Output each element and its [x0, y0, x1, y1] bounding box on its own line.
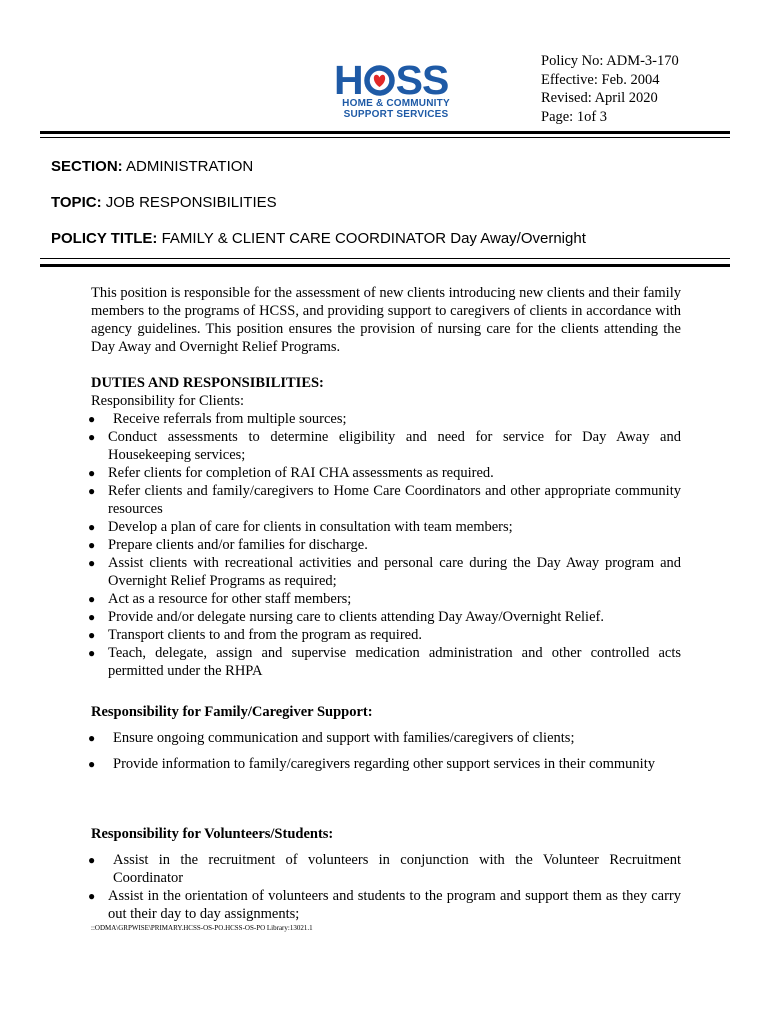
list-item: ● Assist clients with recreational activities and personal care during the Day Away program and Overnight Relief Programs as required; — [88, 555, 681, 589]
list-item: ● Transport clients to and from the program as required. — [88, 627, 422, 643]
policy-title-value: FAMILY & CLIENT CARE COORDINATOR Day Away/Overnight — [161, 230, 586, 247]
bullet-icon: ● — [88, 731, 96, 745]
intro-paragraph: This position is responsible for the assessment of new clients introducing new clients and their family members to the programs of HCSS, and providing support to caregivers of clients in accordance with agency guidelines. This position ensures the provision of nursing care for the clients attending the Day Away and Overnight Relief Programs. — [91, 285, 681, 355]
policy-effective: Effective: Feb. 2004 — [541, 71, 660, 88]
section-value: ADMINISTRATION — [126, 158, 254, 175]
bullet-icon: ● — [88, 592, 96, 606]
bullet-icon: ● — [88, 484, 96, 498]
list-item: ● Assist in the recruitment of volunteers in conjunction with the Volunteer Recruitment Coordinator — [88, 852, 681, 886]
bullet-icon: ● — [88, 412, 96, 426]
section-label: SECTION: — [51, 158, 123, 175]
policy-page: Page: 1of 3 — [541, 108, 608, 125]
topic-value: JOB RESPONSIBILITIES — [105, 194, 277, 211]
duties-heading: DUTIES AND RESPONSIBILITIES: — [91, 375, 324, 391]
list-item: ● Assist in the orientation of volunteers and students to the program and support them as they carry out their day to day assignments; — [88, 888, 681, 922]
list-item: ● Prepare clients and/or families for discharge. — [88, 537, 368, 553]
heart-icon — [364, 65, 395, 96]
clients-list — [88, 410, 681, 680]
list-item: ● Ensure ongoing communication and support with families/caregivers of clients; — [88, 730, 575, 746]
volunteers-list — [88, 851, 681, 923]
bullet-icon: ● — [88, 466, 96, 480]
bullet-icon: ● — [88, 646, 96, 660]
list-item: ● Refer clients and family/caregivers to Home Care Coordinators and other appropriate community resources — [88, 483, 681, 517]
bullet-icon: ● — [88, 430, 96, 444]
section-line — [51, 158, 253, 175]
logo-wordmark — [334, 57, 464, 103]
bullet-icon: ● — [88, 853, 96, 867]
logo-line-2: SUPPORT SERVICES — [343, 109, 449, 120]
logo-letter-h: H — [334, 57, 363, 103]
list-item: ● Provide and/or delegate nursing care to clients attending Day Away/Overnight Relief. — [88, 609, 604, 625]
top-rule-thick — [40, 131, 730, 134]
list-item: ● Refer clients for completion of RAI CHA assessments as required. — [88, 465, 494, 481]
policy-number: Policy No: ADM-3-170 — [541, 53, 679, 69]
family-section — [88, 703, 681, 773]
list-item: ● Act as a resource for other staff members; — [88, 591, 352, 607]
policy-title-label: POLICY TITLE: — [51, 230, 158, 247]
bullet-icon: ● — [88, 556, 96, 570]
logo-line-1: HOME & COMMUNITY — [342, 98, 450, 109]
header-rule-thick — [40, 264, 730, 267]
list-item: ● Conduct assessments to determine eligibility and need for service for Day Away and Housekeeping services; — [88, 429, 681, 463]
family-list — [88, 729, 681, 773]
list-item: ● Provide information to family/caregivers regarding other support services in their community — [88, 756, 655, 772]
list-item: ● Teach, delegate, assign and supervise medication administration and other controlled acts permitted under the RHPA — [88, 645, 681, 679]
bullet-icon: ● — [88, 520, 96, 534]
policy-info — [541, 52, 679, 126]
volunteers-section — [88, 825, 681, 923]
list-item: ● Receive referrals from multiple sources; — [88, 411, 347, 427]
logo-letter-s1: S — [395, 57, 422, 103]
policy-title-line — [51, 230, 586, 247]
volunteers-heading: Responsibility for Volunteers/Students: — [91, 826, 334, 842]
policy-revised: Revised: April 2020 — [541, 90, 658, 106]
list-item: ● Develop a plan of care for clients in consultation with team members; — [88, 519, 513, 535]
logo-letter-s2: S — [421, 57, 449, 103]
top-rule-thin — [40, 137, 730, 138]
bullet-icon: ● — [88, 889, 96, 903]
header-rule-thin — [40, 258, 730, 259]
bullet-icon: ● — [88, 757, 96, 771]
document-path-footer: ::ODMA\GRPWISE\PRIMARY.HCSS-OS-PO.HCSS-OS-PO Library:13021.1 — [91, 924, 313, 932]
bullet-icon: ● — [88, 538, 96, 552]
topic-line — [51, 194, 277, 211]
duties-section — [88, 374, 681, 680]
family-heading: Responsibility for Family/Caregiver Support: — [91, 704, 373, 720]
clients-heading: Responsibility for Clients: — [91, 393, 245, 409]
topic-label: TOPIC: — [51, 194, 102, 211]
bullet-icon: ● — [88, 628, 96, 642]
bullet-icon: ● — [88, 610, 96, 624]
hcss-logo — [334, 57, 464, 120]
